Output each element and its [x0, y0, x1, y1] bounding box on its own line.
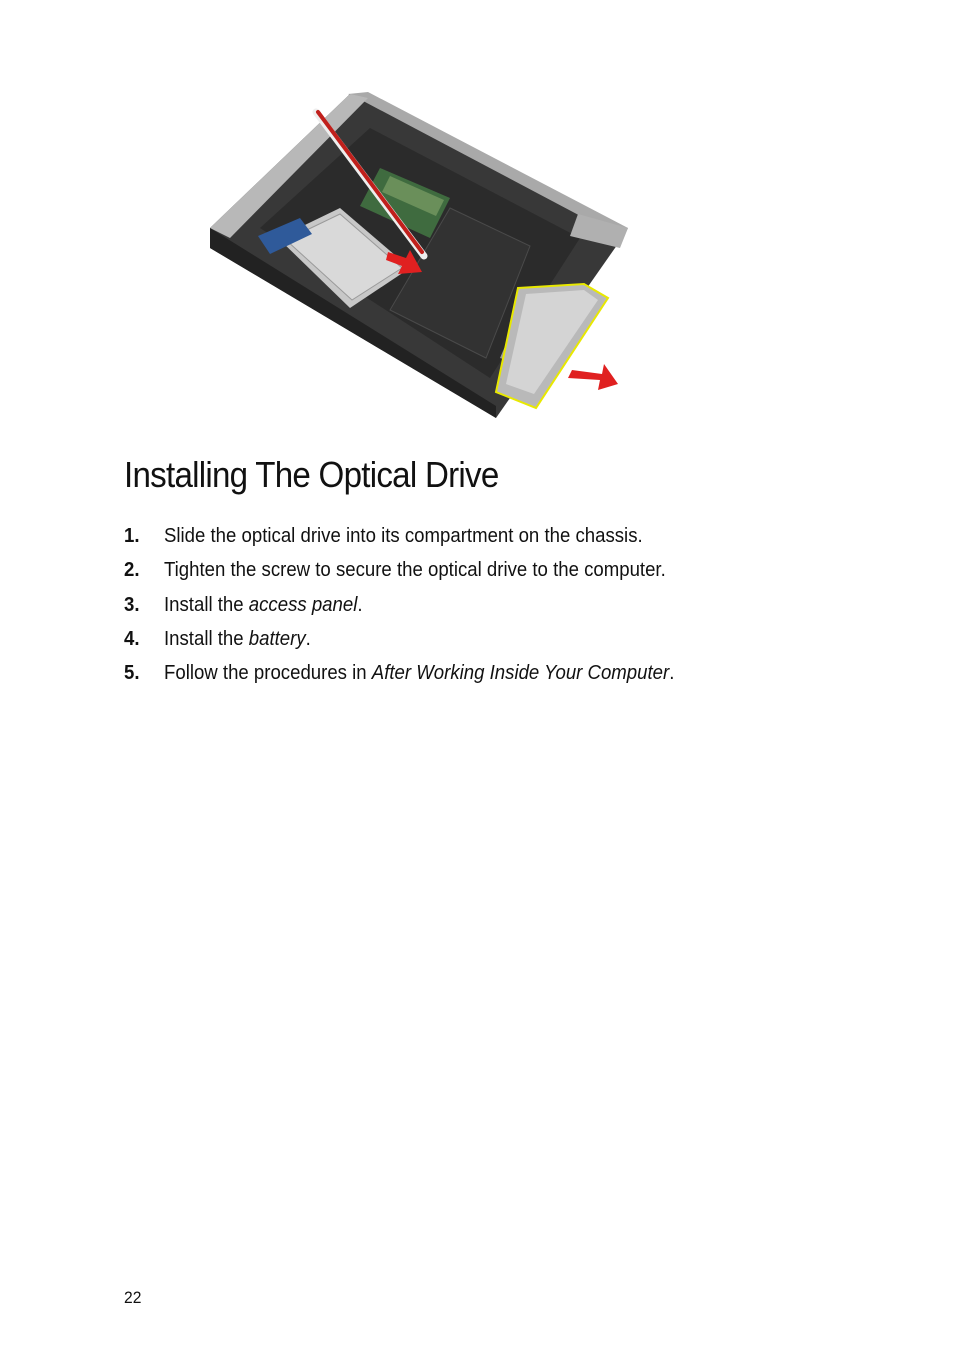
- list-item: [124, 522, 831, 556]
- step-number: 3.: [124, 593, 140, 616]
- list-item: [124, 591, 831, 625]
- step-number: 4.: [124, 627, 140, 650]
- step-text: Slide the optical drive into its compartment on the chassis.: [163, 525, 643, 547]
- list-item: [124, 556, 831, 590]
- step-number: 1.: [124, 525, 140, 547]
- procedure-steps: [124, 522, 884, 693]
- step-text: Install the access panel.: [163, 593, 363, 616]
- step-text: Tighten the screw to secure the optical drive to the computer.: [163, 559, 666, 582]
- after-working-inside-link[interactable]: After Working Inside Your Computer: [371, 662, 670, 685]
- page-number: 22: [124, 1288, 142, 1307]
- laptop-optical-drive-figure: [200, 88, 632, 422]
- step-text: Install the battery.: [163, 627, 311, 650]
- step-number: 5.: [124, 662, 140, 685]
- step-text: Follow the procedures in After Working Inside Your Computer.: [163, 662, 675, 685]
- list-item: [124, 625, 831, 659]
- step-number: 2.: [124, 559, 140, 582]
- list-item: [124, 659, 831, 693]
- access-panel-link[interactable]: access panel: [248, 593, 358, 616]
- laptop-bottom-illustration: [200, 88, 632, 422]
- battery-link[interactable]: battery: [248, 627, 306, 650]
- page-title: Installing The Optical Drive: [124, 454, 499, 495]
